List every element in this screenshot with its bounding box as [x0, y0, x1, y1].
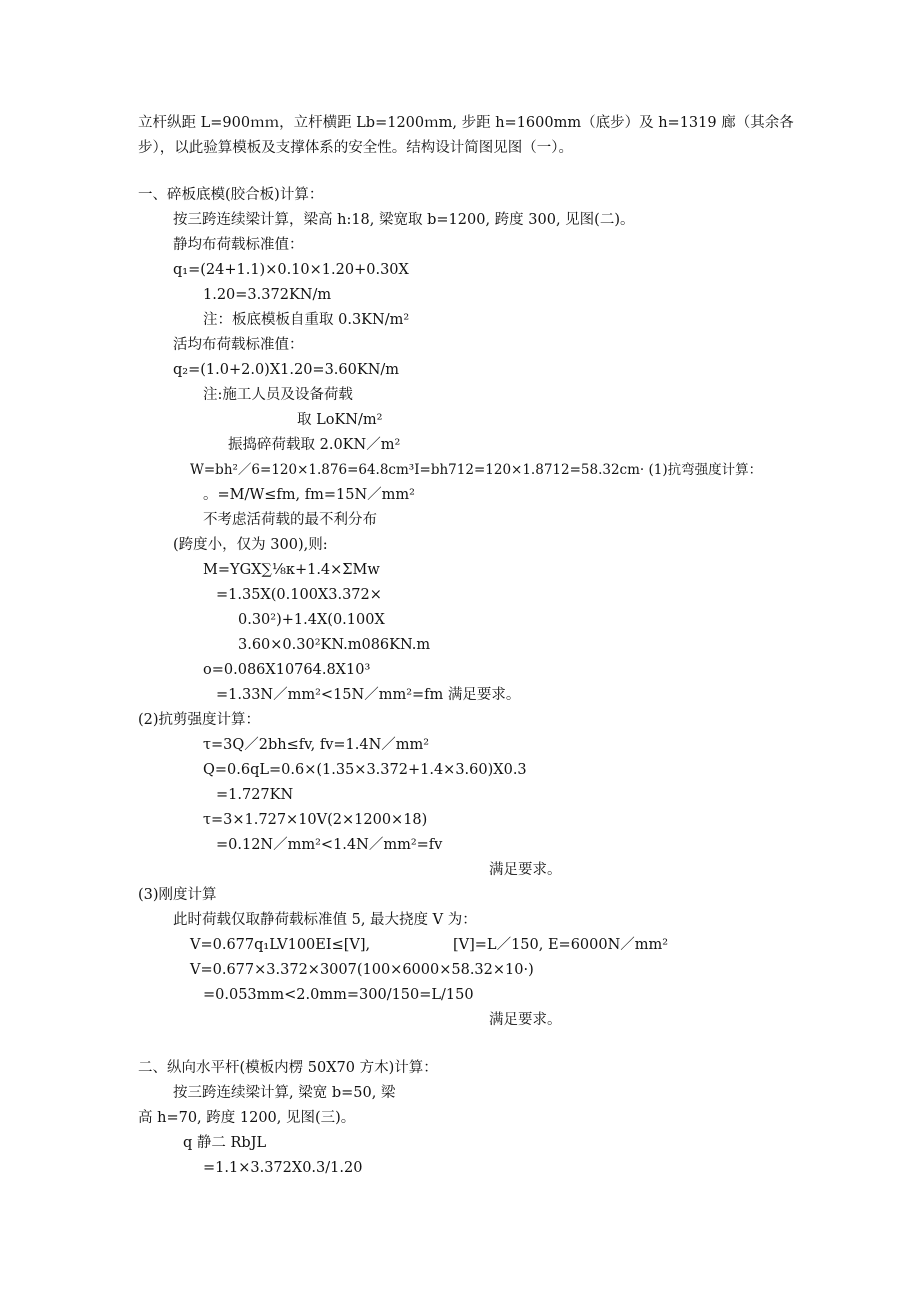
formula-line: q₁=(24+1.1)×0.10×1.20+0.30X — [173, 262, 409, 278]
text-line: 不考虑活荷载的最不利分布 — [203, 512, 377, 528]
note-line: 注:施工人员及设备荷载 — [203, 387, 353, 403]
text-line: 静均布荷载标准值： — [173, 237, 304, 253]
formula-line: =1.727KN — [216, 787, 294, 803]
formula-line: V=0.677×3.372×3007(100×6000×58.32×10·) — [190, 962, 534, 978]
note-line: 振捣碎荷载取 2.0KN／m² — [228, 437, 401, 453]
formula-line: M=YGX∑⅛κ+1.4×ΣMw — [203, 562, 380, 578]
text-line: (跨度小，仅为 300),则: — [173, 537, 328, 553]
text-line: 按三跨连续梁计算, 梁宽 b=50, 梁 — [173, 1085, 396, 1101]
note-line: 取 LoKN/m² — [297, 412, 383, 428]
text-line: 此时荷载仅取静荷载标准值 5, 最大挠度 V 为： — [173, 912, 477, 928]
formula-line: =0.053mm<2.0mm=300/150=L/150 — [203, 987, 474, 1003]
formula-line: q₂=(1.0+2.0)X1.20=3.60KN/m — [173, 362, 400, 378]
formula-line: 3.60×0.30²KN.m086KN.m — [238, 637, 431, 653]
subsection-heading: (2)抗剪强度计算： — [138, 712, 261, 728]
formula-line: =1.35X(0.100X3.372× — [216, 587, 382, 603]
text-line: 按三跨连续梁计算，梁高 h:18, 梁宽取 b=1200, 跨度 300, 见图(二)。 — [173, 212, 635, 228]
conclusion-line: 满足要求。 — [489, 1012, 562, 1028]
text-line: 活均布荷载标准值： — [173, 337, 304, 353]
subsection-heading: (3)刚度计算 — [138, 887, 217, 903]
formula-line: 。=M/W≤fm, fm=15N／mm² — [203, 487, 415, 503]
text-line: 高 h=70, 跨度 1200, 见图(三)。 — [138, 1110, 356, 1126]
section-heading: 二、纵向水平杆(模板内楞 50X70 方木)计算： — [138, 1060, 438, 1076]
formula-line: o=0.086X10764.8X10³ — [203, 662, 371, 678]
text-line: 步），以此验算模板及支撑体系的安全性。结构设计简图见图（一）。 — [138, 140, 573, 156]
formula-line: =1.33N／mm²<15N／mm²=fm 满足要求。 — [216, 687, 521, 703]
formula-line: τ=3Q／2bh≤fv, fv=1.4N／mm² — [203, 737, 430, 753]
formula-line: Q=0.6qL=0.6×(1.35×3.372+1.4×3.60)X0.3 — [203, 762, 527, 778]
section-heading: 一、碎板底模(胶合板)计算： — [138, 187, 324, 203]
formula-line: τ=3×1.727×10V(2×1200×18) — [203, 812, 428, 828]
formula-line: [V]=L／150, E=6000N／mm² — [453, 937, 669, 953]
formula-line: q 静二 RbJL — [183, 1135, 267, 1151]
note-line: 注：板底模板自重取 0.3KN/m² — [203, 312, 410, 328]
formula-line: =1.1×3.372X0.3/1.20 — [203, 1160, 363, 1176]
formula-line: 0.30²)+1.4X(0.100X — [238, 612, 385, 628]
formula-line: V=0.677q₁LV100EI≤[V], — [190, 937, 371, 953]
conclusion-line: 满足要求。 — [489, 862, 562, 878]
formula-line: =0.12N／mm²<1.4N／mm²=fv — [216, 837, 443, 853]
formula-line: 1.20=3.372KN/m — [203, 287, 332, 303]
text-line: 立杆纵距 L=900ｍｍ，立杆横距 Lb=1200ｍm, 步距 h=1600mm（底步）及 h=1319 廊（其余各 — [138, 115, 794, 131]
formula-line: W=bh²／6=120×1.876=64.8cm³I=bh712=120×1.8712=58.32cm· (1)抗弯强度计算： — [190, 462, 763, 478]
